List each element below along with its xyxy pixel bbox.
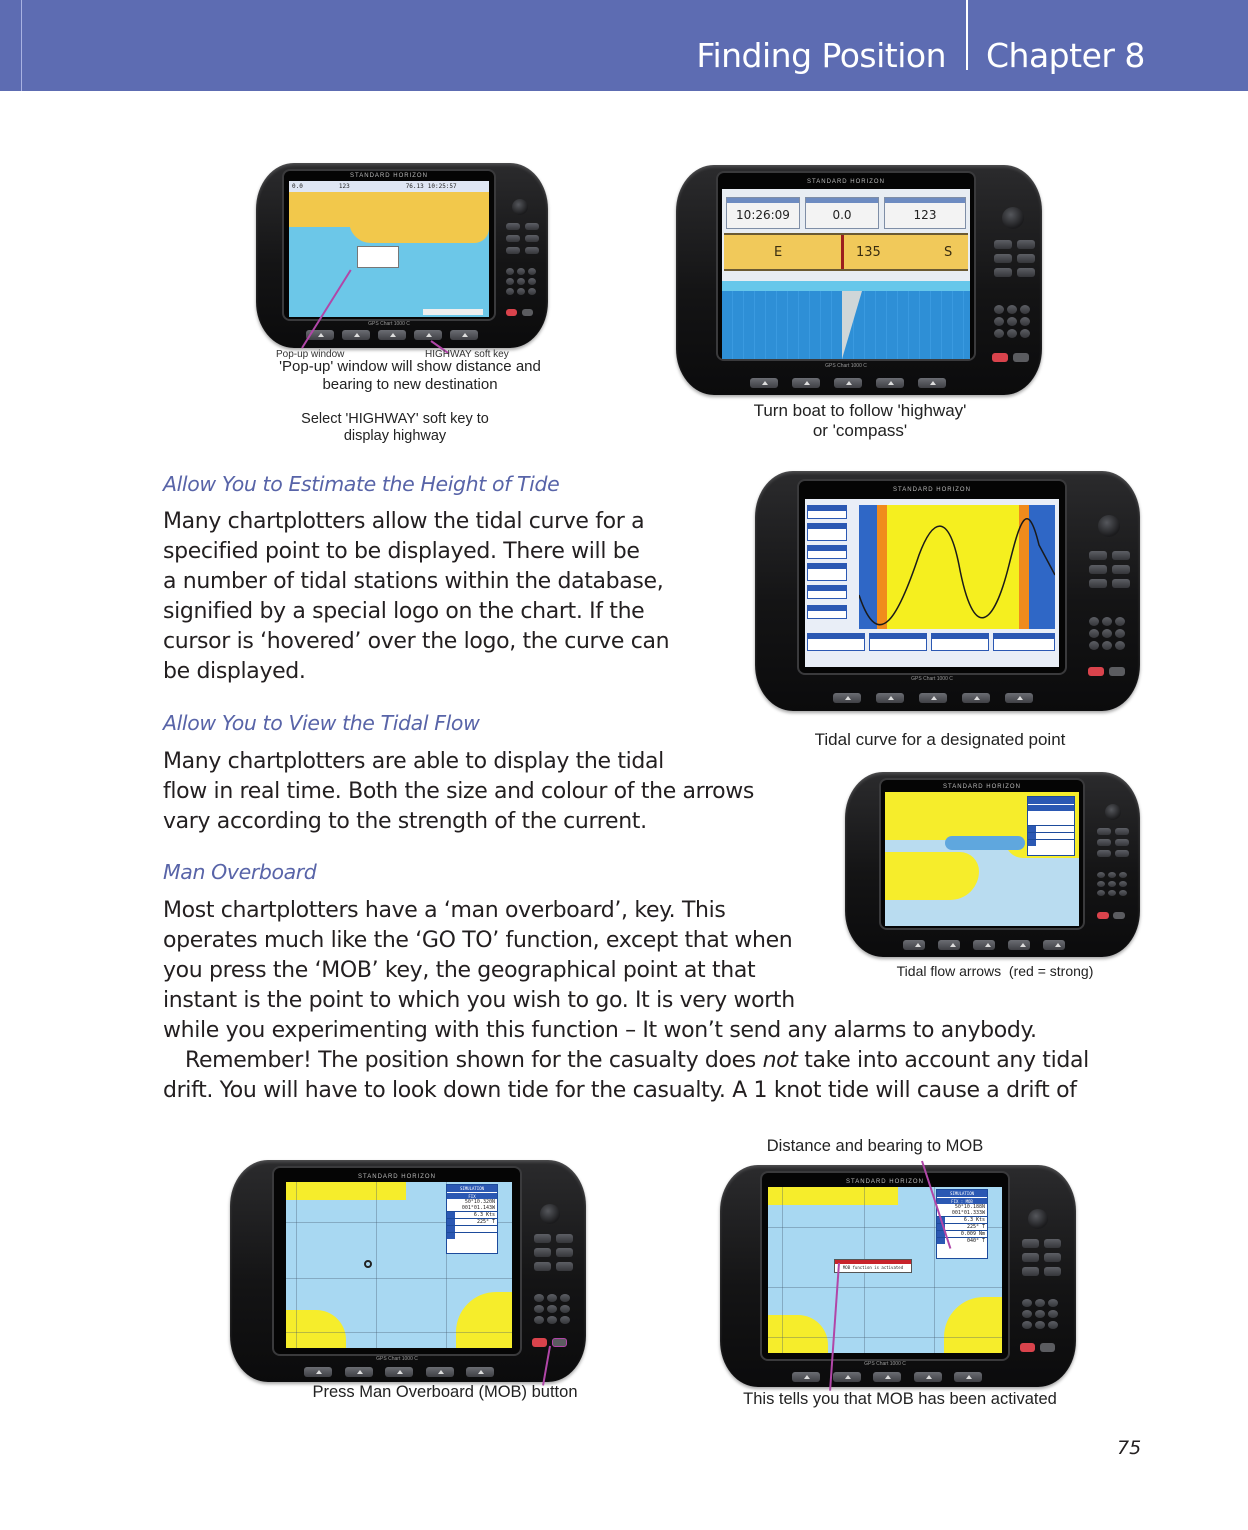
page-number: 75 [1117,1437,1142,1459]
device-model: GPS Chart 1000 C [376,1356,418,1362]
popup-window [357,246,399,268]
soft-key-2[interactable] [342,330,370,340]
mob-chart-screen [286,1182,512,1348]
power-key[interactable] [532,1338,547,1347]
joystick-knob[interactable] [1105,804,1121,820]
remember-line: Remember! The position shown for the casualty does not take into account any tidal [185,1048,1089,1073]
header-edge-line [21,0,22,91]
soft-key-4[interactable] [876,378,904,388]
soft-key-3[interactable] [873,1372,901,1382]
highway-select-caption: Select 'HIGHWAY' soft key to display highway [301,411,489,445]
cog-value: 123 [338,183,350,190]
tidal-curve-screen [805,499,1059,667]
chartplotter-popup-figure [256,163,548,348]
power-key[interactable] [1020,1343,1035,1352]
joystick-knob[interactable] [1002,207,1024,229]
soft-key-3[interactable] [919,693,947,703]
joystick-knob[interactable] [540,1204,560,1224]
mob-activated-caption: This tells you that MOB has been activated [743,1390,1057,1408]
soft-key-3[interactable] [378,330,406,340]
soft-key-2[interactable] [792,378,820,388]
highway-lane-view [722,291,970,359]
device-model: GPS Chart 1000 C [368,321,410,327]
mob-activated-screen [768,1187,1002,1353]
mob-key[interactable] [1013,353,1029,362]
soft-key-5[interactable] [954,1372,982,1382]
soft-key-4[interactable] [426,1367,454,1377]
soft-keys [750,378,946,388]
soft-key-4[interactable] [962,693,990,703]
soft-keys [304,1367,494,1377]
tide-graph [859,505,1055,629]
soft-key-5[interactable] [450,330,478,340]
highway-soft-key-label: HIGHWAY soft key [425,349,509,360]
joystick-knob[interactable] [512,199,528,215]
mob-info-panel: SIMULATION FIX : MOB 50°10.188N 001°01.333W 6.3 Kts 225° T 0.009 Nm 040° T [936,1189,988,1259]
device-brand: STANDARD HORIZON [893,487,971,493]
mob-key[interactable] [1109,667,1125,676]
section-title: Finding Position [696,36,946,75]
dst-value: 76.13 [405,183,424,190]
info-panel [1027,796,1075,856]
mob-info-panel: SIMULATION FIX 50°10.320N 001°01.143W 6.3 Kts 225° T [446,1184,498,1254]
section-heading-tidal-flow: Allow You to View the Tidal Flow [163,711,480,735]
boat-position-icon [364,1260,372,1268]
soft-key-4[interactable] [914,1372,942,1382]
mob-distance-caption: Distance and bearing to MOB [766,1137,984,1155]
soft-key-5[interactable] [1005,693,1033,703]
soft-key-3[interactable] [834,378,862,388]
sog-value: 0.0 [292,183,303,190]
soft-key-3[interactable] [385,1367,413,1377]
highway-soft-key[interactable] [414,330,442,340]
mob-key[interactable] [522,309,533,316]
chartplotter-highway-figure [676,165,1042,395]
course-box: 123 [884,197,966,229]
compass-tape: E 135 S [724,233,968,271]
paragraph-man-overboard: Most chartplotters have a ‘man overboard’, key. This operates much like the ‘GO TO’ function, except that when you press the ‘MOB’ key, the geographical point at that instant is the point to which you wish to go. It is very worth while you experimenting with this function – It won’t send any alarms to anybody. Remember! The position shown for the casualty does not take into account any tidal drift. You will have to look down tide for the casualty. A 1 knot tide will cause a drift of [163,898,1089,1103]
soft-key-1[interactable] [833,693,861,703]
section-heading-tide-height: Allow You to Estimate the Height of Tide [163,472,560,496]
mob-key[interactable] [552,1338,567,1347]
tidal-curve-caption: Tidal curve for a designated point [814,730,1066,749]
device-model: GPS Chart 1000 C [911,676,953,682]
time-box: 10:26:09 [726,197,800,229]
chart-screen [289,181,489,317]
time-value: 10:25:57 [427,183,457,190]
highway-screen [722,189,970,359]
soft-keys [792,1372,982,1382]
keypad [506,223,539,254]
mob-key[interactable] [1040,1343,1055,1352]
soft-keys [833,693,1033,703]
device-brand: STANDARD HORIZON [350,173,428,179]
joystick-knob[interactable] [1098,515,1120,537]
soft-key-5[interactable] [466,1367,494,1377]
power-key[interactable] [1088,667,1104,676]
mob-activated-popup: MOB function is activated [834,1259,912,1273]
section-heading-man-overboard: Man Overboard [163,860,317,884]
device-brand: STANDARD HORIZON [943,784,1021,790]
device-brand: STANDARD HORIZON [358,1174,436,1180]
soft-key-1[interactable] [792,1372,820,1382]
soft-key-2[interactable] [833,1372,861,1382]
popup-caption: 'Pop-up' window will show distance and bearing to new destination [279,358,541,393]
header-divider [966,0,968,70]
chapter-header-band [0,0,1248,91]
soft-keys [306,330,478,340]
tide-curve [859,505,1055,629]
device-model: GPS Chart 1000 C [825,363,867,369]
chartplotter-tidal-curve-figure [755,471,1140,711]
power-key[interactable] [992,353,1008,362]
mob-button-caption: Press Man Overboard (MOB) button [312,1383,578,1401]
soft-key-1[interactable] [304,1367,332,1377]
mob-key[interactable] [1113,912,1125,919]
paragraph-tide-height: Many chartplotters allow the tidal curve for a specified point to be displayed. There will be a number of tidal stations within the database, signified by a special logo on the chart. If the cursor is ‘hovered’ over the logo, the curve can be displayed. [163,509,670,684]
tidal-flow-caption: Tidal flow arrows (red = strong) [896,963,1094,979]
device-brand: STANDARD HORIZON [846,1179,924,1185]
device-model: GPS Chart 1000 C [864,1361,906,1367]
soft-key-5[interactable] [918,378,946,388]
chartplotter-mob-button-figure [230,1160,586,1382]
soft-key-2[interactable] [345,1367,373,1377]
power-key[interactable] [506,309,517,316]
chapter-label: Chapter 8 [986,36,1145,75]
chartplotter-mob-activated-figure [720,1165,1076,1387]
popup-window-label: Pop-up window [276,349,345,360]
power-key[interactable] [1097,912,1109,919]
paragraph-tidal-flow: Many chartplotters are able to display the tidal flow in real time. Both the size and colour of the arrows vary according to the strength of the current. [163,749,755,834]
speed-box: 0.0 [805,197,879,229]
joystick-knob[interactable] [1028,1209,1048,1229]
highway-view-caption: Turn boat to follow 'highway' or 'compass' [753,401,967,441]
soft-key-1[interactable] [750,378,778,388]
soft-key-2[interactable] [876,693,904,703]
device-brand: STANDARD HORIZON [807,179,885,185]
